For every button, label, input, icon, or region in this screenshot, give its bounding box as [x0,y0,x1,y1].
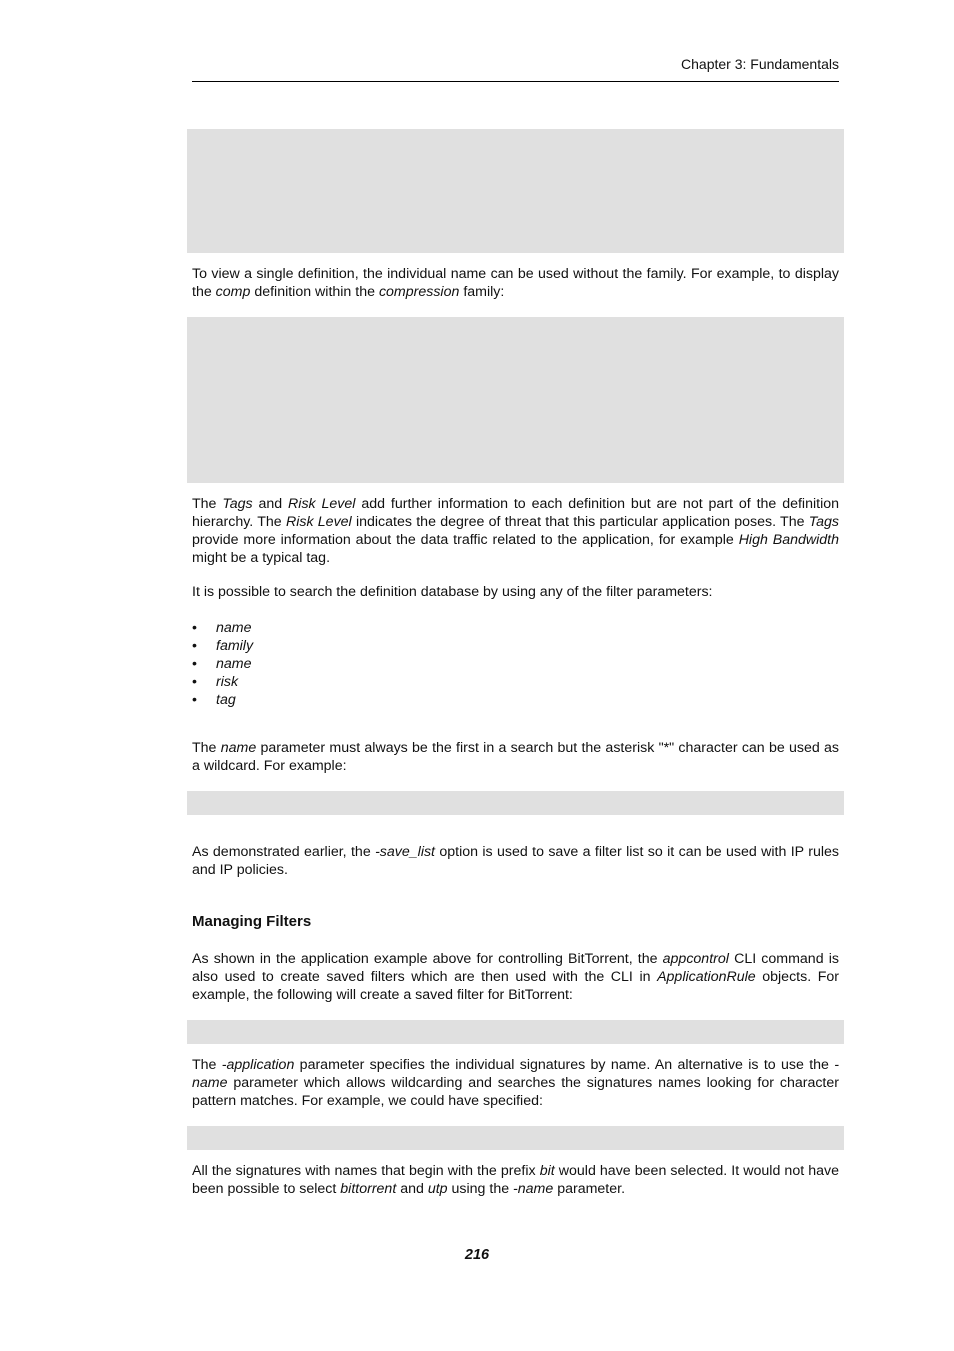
list-item: • name [192,656,252,672]
paragraph-search-intro: It is possible to search the definition database by using any of the filter parameters: [192,584,713,600]
list-item: • tag [192,692,236,708]
paragraph-prefix-bit: All the signatures with names that begin with the prefix bit would have been selected. It would not have been possible to select bittorrent and utp using the -name parameter. [192,1163,840,1197]
paragraph-single-definition: To view a single definition, the individual name can be used without the family. For example, to display the comp definition within the compression family: [192,266,839,300]
paragraph-name-wildcard: The name parameter must always be the first in a search but the asterisk "*" character can be used as a wildcard. For example: [192,740,840,774]
code-block-4 [187,1020,844,1044]
code-block-1 [187,129,844,253]
section-heading: Managing Filters [192,913,312,930]
code-block-5 [187,1126,844,1150]
list-item: • risk [192,674,239,690]
list-item: • name [192,620,252,636]
chapter-title: Chapter 3: Fundamentals [681,56,839,72]
paragraph-save-list: As demonstrated earlier, the -save_list option is used to save a filter list so it can be used with IP rules and IP policies. [192,844,839,878]
filter-parameter-list [192,619,839,709]
paragraph-managing-filters: As shown in the application example above for controlling BitTorrent, the appcontrol CLI command is also used to create saved filters which are then used with the CLI in ApplicationRule objects. For example, the following will create a saved filter for BitTorrent: [192,951,839,1003]
code-block-2 [187,317,844,483]
paragraph-tags-risk: The Tags and Risk Level add further information to each definition but are not part of the definition hierarchy. The Risk Level indicates the degree of threat that this particular application poses. The Tags provide more information about the data traffic related to the application, for example High Bandwidth might be a typical tag. [192,496,840,566]
page-number: 216 [464,1247,490,1263]
page-header [192,54,839,82]
list-item: • family [192,638,254,654]
code-block-3 [187,791,844,815]
paragraph-application-param: The -application parameter specifies the individual signatures by name. An alternative is to use the -name parameter which allows wildcarding and searches the signatures names looking for character pattern matches. For example, we could have specified: [192,1057,839,1109]
